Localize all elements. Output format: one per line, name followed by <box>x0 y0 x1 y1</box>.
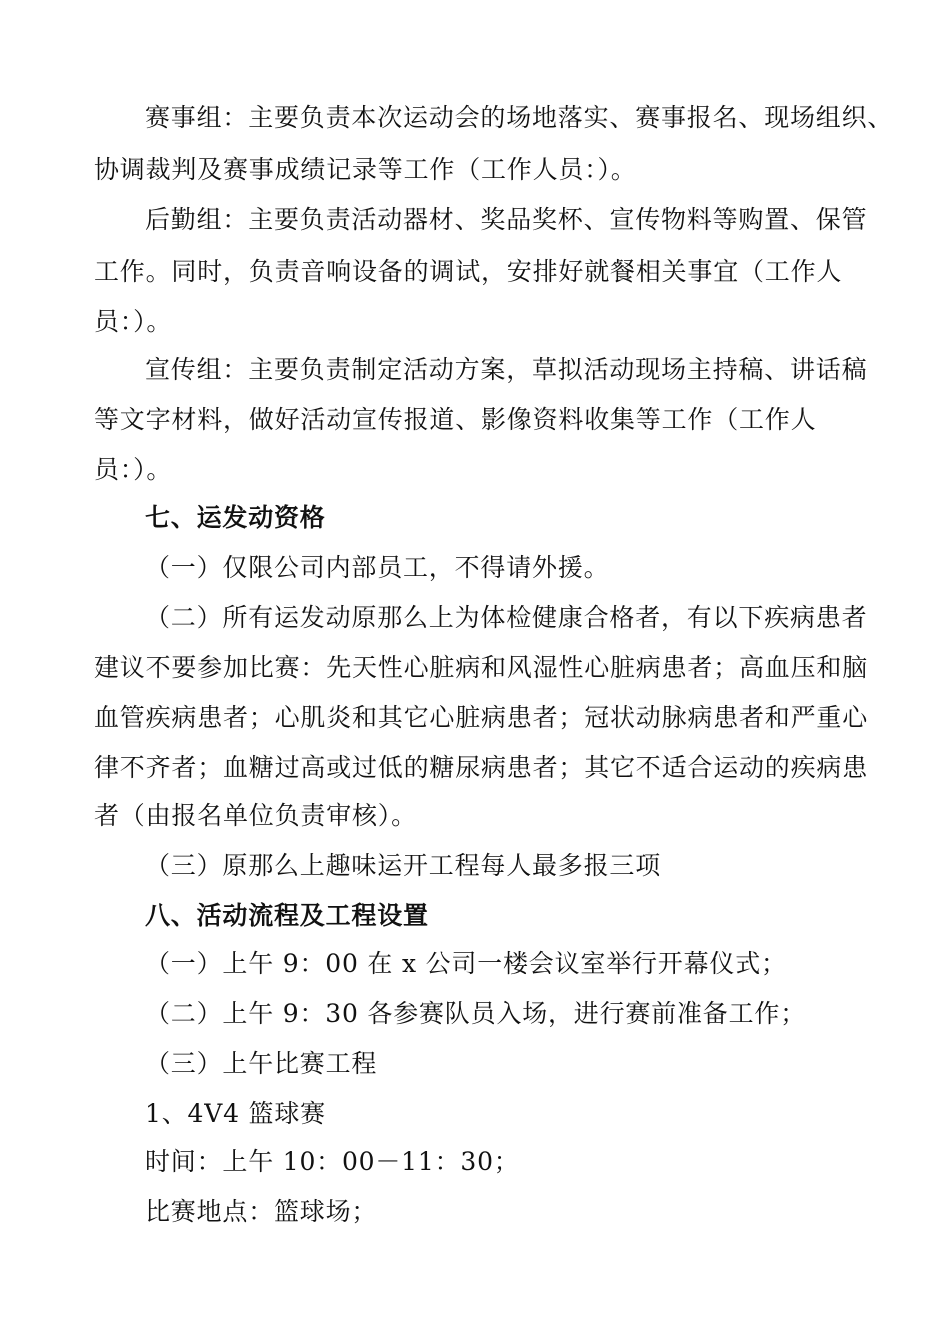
text-line-qi-3: （三）原那么上趣味运开工程每人最多报三项 <box>145 851 662 880</box>
text-line-houqin-2: 工作。同时，负责音响设备的调试，安排好就餐相关事宜（工作人 <box>94 257 843 286</box>
text-line-venue: 比赛地点：篮球场； <box>145 1197 378 1226</box>
section-heading-qi: 七、运发动资格 <box>145 503 326 532</box>
text-line-xuanchuan-2: 等文字材料，做好活动宣传报道、影像资料收集等工作（工作人 <box>94 405 817 434</box>
text-line-qi-1: （一）仅限公司内部员工，不得请外援。 <box>145 553 610 582</box>
text-line-ba-2: （二）上午 9：30 各参赛队员入场，进行赛前准备工作； <box>145 999 807 1028</box>
text-line-saishi-1: 赛事组：主要负责本次运动会的场地落实、赛事报名、现场组织、 <box>145 103 894 132</box>
text-line-ba-1: （一）上午 9：00 在 x 公司一楼会议室举行开幕仪式； <box>145 949 787 978</box>
text-line-time: 时间：上午 10：00－11：30； <box>145 1147 520 1176</box>
text-line-qi-2c: 血管疾病患者；心肌炎和其它心脏病患者；冠状动脉病患者和严重心 <box>94 703 869 732</box>
text-line-qi-2b: 建议不要参加比赛：先天性心脏病和风湿性心脏病患者；高血压和脑 <box>94 653 869 682</box>
text-line-saishi-2: 协调裁判及赛事成绩记录等工作（工作人员：）。 <box>94 155 637 184</box>
text-line-ba-3: （三）上午比赛工程 <box>145 1049 378 1078</box>
text-line-basketball: 1、4V4 篮球赛 <box>145 1099 326 1128</box>
text-line-qi-2e: 者（由报名单位负责审核）。 <box>94 801 417 830</box>
text-line-qi-2d: 律不齐者；血糖过高或过低的糖尿病患者；其它不适合运动的疾病患 <box>94 753 869 782</box>
section-heading-ba: 八、活动流程及工程设置 <box>145 901 429 930</box>
text-line-houqin-3: 员：）。 <box>94 307 173 336</box>
text-line-xuanchuan-1: 宣传组：主要负责制定活动方案，草拟活动现场主持稿、讲话稿 <box>145 355 868 384</box>
text-line-houqin-1: 后勤组：主要负责活动器材、奖品奖杯、宣传物料等购置、保管 <box>145 205 868 234</box>
text-line-xuanchuan-3: 员：）。 <box>94 455 173 484</box>
text-line-qi-2a: （二）所有运发动原那么上为体检健康合格者，有以下疾病患者 <box>145 603 868 632</box>
